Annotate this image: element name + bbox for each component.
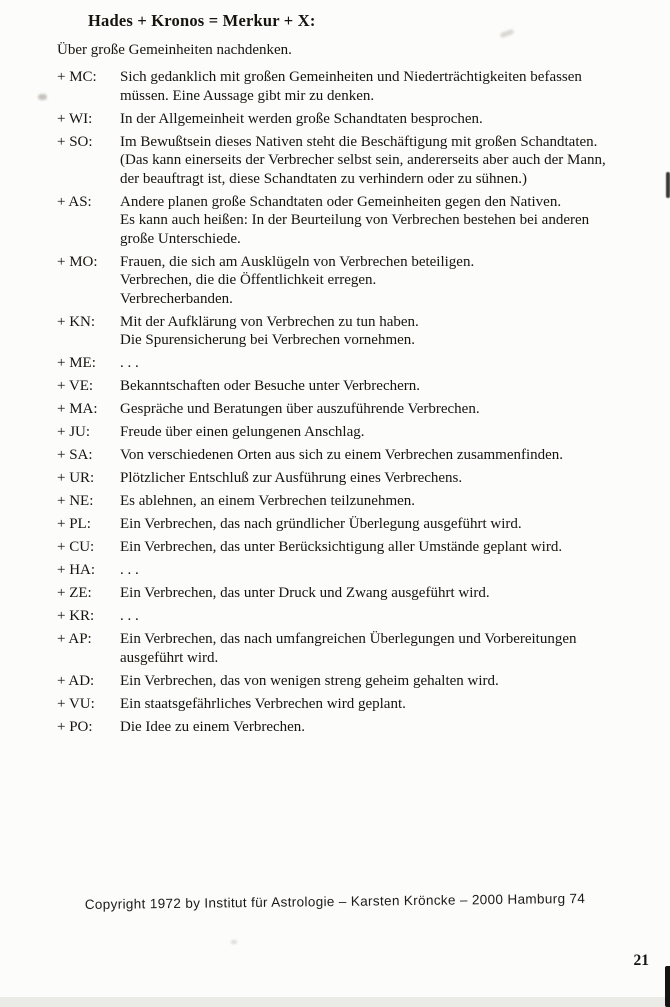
entry-row <box>57 630 657 667</box>
entry-row <box>57 110 657 129</box>
entry-line: Die Spurensicherung bei Verbrechen vornehmen. <box>120 332 416 348</box>
entry-label: + JU: <box>57 424 91 440</box>
entry-label: + ME: <box>57 355 96 371</box>
entry-text <box>120 68 657 105</box>
entry-label: + VE: <box>57 378 94 394</box>
entry-row <box>57 672 657 691</box>
page-number: 21 <box>633 952 649 969</box>
entry-line: Ein Verbrechen, das nach gründlicher Überlegung ausgeführt wird. <box>120 516 522 532</box>
entry-label: + AD: <box>57 672 95 689</box>
entry-label: + PL: <box>57 516 91 532</box>
entry-line: Ein Verbrechen, das nach umfangreichen Überlegungen und Vorbereitungen <box>120 631 577 647</box>
entry-label: + MO: <box>57 253 98 270</box>
scan-smudge-artifact <box>666 172 670 198</box>
entry-row <box>57 718 657 737</box>
entry-text <box>120 515 657 534</box>
entry-row <box>57 193 657 249</box>
entry-row <box>57 133 657 189</box>
entry-line: Es kann auch heißen: In der Beurteilung von Verbrechen bestehen bei anderen <box>120 212 590 228</box>
entry-label: + KR: <box>57 608 95 624</box>
entry-text <box>120 584 657 603</box>
entry-label: + MA: <box>57 401 98 417</box>
entry-line: . . . <box>120 562 139 578</box>
entry-row <box>57 584 657 603</box>
entry-label: + VU: <box>57 695 95 712</box>
entry-text <box>120 193 657 249</box>
entry-text <box>120 695 657 714</box>
entry-text <box>120 133 657 189</box>
entry-line: Mit der Aufklärung von Verbrechen zu tun haben. <box>120 313 419 330</box>
entry-text <box>120 446 657 465</box>
entry-line: Im Bewußtsein dieses Nativen steht die Beschäftigung mit großen Schandtaten. <box>120 133 598 150</box>
entry-label: + ZE: <box>57 585 92 601</box>
entry-line: Es ablehnen, an einem Verbrechen teilzunehmen. <box>120 493 416 509</box>
entry-line: Ein Verbrechen, das von wenigen streng geheim gehalten wird. <box>120 672 499 689</box>
entry-line: Freude über einen gelungenen Anschlag. <box>120 424 365 440</box>
entry-text <box>120 377 657 396</box>
entry-line: Gespräche und Beratungen über auszuführende Verbrechen. <box>120 401 480 417</box>
entry-row <box>57 607 657 626</box>
entry-line: Die Idee zu einem Verbrechen. <box>120 718 306 735</box>
entries-list <box>57 68 657 741</box>
entry-text <box>120 607 657 626</box>
entry-line: Verbrechen, die die Öffentlichkeit erregen. <box>120 272 377 288</box>
entry-label: + CU: <box>57 539 95 555</box>
entry-row <box>57 538 657 557</box>
entry-line: Ein staatsgefährliches Verbrechen wird geplant. <box>120 695 406 712</box>
entry-text <box>120 313 657 350</box>
intro-line: Über große Gemeinheiten nachdenken. <box>57 42 292 58</box>
entry-row <box>57 423 657 442</box>
entry-row <box>57 400 657 419</box>
entry-text <box>120 630 657 667</box>
entry-line: . . . <box>120 355 139 371</box>
entry-label: + WI: <box>57 110 93 127</box>
entry-line: In der Allgemeinheit werden große Schandtaten besprochen. <box>120 110 483 127</box>
entry-label: + KN: <box>57 313 96 330</box>
entry-line: große Unterschiede. <box>120 230 241 247</box>
entry-line: ausgeführt wird. <box>120 649 219 666</box>
entry-line: Verbrecherbanden. <box>120 290 233 307</box>
entry-text <box>120 354 657 373</box>
entry-label: + SO: <box>57 133 93 150</box>
scan-dash-artifact <box>38 94 47 100</box>
entry-text <box>120 400 657 419</box>
entry-line: Ein Verbrechen, das unter Berücksichtigung aller Umstände geplant wird. <box>120 539 563 555</box>
entry-label: + AP: <box>57 631 92 647</box>
entry-row <box>57 253 657 309</box>
entry-text <box>120 672 657 691</box>
entry-row <box>57 377 657 396</box>
entry-line: Sich gedanklich mit großen Gemeinheiten und Niederträchtigkeiten befassen <box>120 69 582 85</box>
entry-text <box>120 561 657 580</box>
entry-text <box>120 423 657 442</box>
entry-row <box>57 68 657 105</box>
page-heading: Hades + Kronos = Merkur + X: <box>88 11 316 30</box>
entry-line: (Das kann einerseits der Verbrecher selbst sein, andererseits aber auch der Mann, <box>120 152 606 168</box>
entry-text <box>120 469 657 488</box>
copyright-line: Copyright 1972 by Institut für Astrologie – Karsten Kröncke – 2000 Hamburg 74 <box>84 890 586 913</box>
entry-line: Von verschiedenen Orten aus sich zu einem Verbrechen zusammenfinden. <box>120 447 564 463</box>
entry-row <box>57 354 657 373</box>
scan-edge-bar <box>665 966 670 1007</box>
entry-text <box>120 253 657 309</box>
entry-line: Ein Verbrechen, das unter Druck und Zwang ausgeführt wird. <box>120 585 490 601</box>
entry-line: der beauftragt ist, diese Schandtaten zu verhindern oder zu sühnen.) <box>120 170 527 187</box>
entry-text <box>120 110 657 129</box>
entry-text <box>120 492 657 511</box>
entry-row <box>57 515 657 534</box>
entry-label: + SA: <box>57 447 93 463</box>
scan-speck-artifact <box>500 29 515 38</box>
entry-line: müssen. Eine Aussage gibt mir zu denken. <box>120 87 375 104</box>
scan-speck-artifact <box>231 940 237 944</box>
entry-line: . . . <box>120 608 139 624</box>
entry-label: + NE: <box>57 493 94 509</box>
entry-label: + UR: <box>57 470 95 486</box>
entry-row <box>57 561 657 580</box>
entry-label: + MC: <box>57 69 97 85</box>
entry-text <box>120 718 657 737</box>
entry-label: + HA: <box>57 562 96 578</box>
entry-line: Plötzlicher Entschluß zur Ausführung eines Verbrechens. <box>120 470 463 486</box>
entry-label: + AS: <box>57 193 92 210</box>
entry-line: Bekanntschaften oder Besuche unter Verbrechern. <box>120 378 421 394</box>
entry-row <box>57 313 657 350</box>
entry-label: + PO: <box>57 718 93 735</box>
entry-row <box>57 469 657 488</box>
entry-row <box>57 492 657 511</box>
entry-line: Andere planen große Schandtaten oder Gemeinheiten gegen den Nativen. <box>120 193 562 210</box>
entry-text <box>120 538 657 557</box>
entry-row <box>57 695 657 714</box>
entry-line: Frauen, die sich am Ausklügeln von Verbrechen beteiligen. <box>120 253 475 270</box>
entry-row <box>57 446 657 465</box>
scan-bottom-edge <box>0 997 670 1007</box>
